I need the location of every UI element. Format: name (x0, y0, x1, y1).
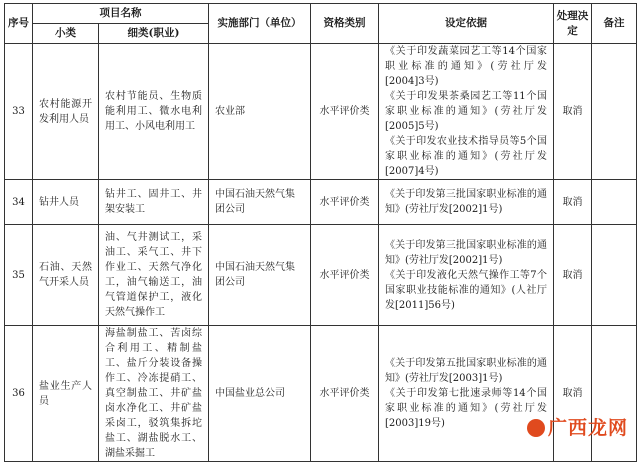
header-decision: 处理决定 (554, 4, 592, 44)
row-remark (592, 326, 637, 462)
basis-entry: 《关于印发第五批国家职业标准的通知》(劳社厅发[2003]1号) (385, 358, 547, 384)
header-detail: 细类(职业) (99, 24, 209, 44)
row-detail: 油、气井测试工，采油工、采气工、井下作业工、天然气净化工，油气输送工，油气管道保护工，液化天然气操作工 (99, 225, 209, 326)
row-basis (379, 44, 554, 180)
row-decision: 取消 (554, 326, 592, 462)
row-department: 中国盐业总公司 (209, 326, 311, 462)
basis-entry: 《关于印发果茶桑园艺工等11个国家职业标准的通知》(劳社厅发[2005]5号) (385, 91, 547, 132)
table-row (5, 180, 637, 225)
watermark-logo-icon (527, 419, 545, 437)
row-serial: 36 (5, 326, 33, 462)
row-detail: 钻井工、固井工、井架安装工 (99, 180, 209, 225)
watermark (527, 413, 628, 440)
row-detail: 海盐制盐工、苦卤综合利用工、精制盐工、盐斤分装设备操作工、冷冻提硝工、真空制盐工、井矿盐卤水净化工、井矿盐采卤工，驳筑集拆坨盐工、湖盐脱水工、湖盐采掘工 (99, 326, 209, 462)
header-item-name: 项目名称 (33, 4, 209, 24)
row-serial: 33 (5, 44, 33, 180)
basis-entry: 《关于印发第三批国家职业标准的通知》(劳社厅发[2002]1号) (385, 239, 547, 266)
row-subcategory: 石油、天然气开采人员 (33, 225, 99, 326)
row-decision: 取消 (554, 180, 592, 225)
qualification-table (4, 3, 637, 462)
header-remark: 备注 (592, 4, 637, 44)
row-basis (379, 225, 554, 326)
row-qualification-type: 水平评价类 (311, 44, 379, 180)
row-subcategory: 盐业生产人员 (33, 326, 99, 462)
watermark-text: 广西龙网 (547, 417, 628, 439)
row-qualification-type: 水平评价类 (311, 180, 379, 225)
table-row (5, 225, 637, 326)
header-subcategory: 小类 (33, 24, 99, 44)
header-department: 实施部门（单位） (209, 4, 311, 44)
basis-entry: 《关于印发第三批国家职业标准的通知》(劳社厅发[2002]1号) (385, 189, 547, 215)
basis-entry: 《关于印发农业技术指导员等5个国家职业标准的通知》(劳社厅发[2007]4号) (385, 136, 547, 177)
row-remark (592, 44, 637, 180)
row-remark (592, 225, 637, 326)
row-serial: 34 (5, 180, 33, 225)
row-department: 农业部 (209, 44, 311, 180)
row-decision: 取消 (554, 44, 592, 180)
header-serial: 序号 (5, 4, 33, 44)
row-subcategory: 钻井人员 (33, 180, 99, 225)
table-row (5, 326, 637, 462)
header-qualification-type: 资格类别 (311, 4, 379, 44)
row-subcategory: 农村能源开发利用人员 (33, 44, 99, 180)
header-basis: 设定依据 (379, 4, 554, 44)
row-basis (379, 326, 554, 462)
basis-entry: 《关于印发蔬菜园艺工等14个国家职业标准的通知》(劳社厅发[2004]3号) (385, 46, 547, 87)
basis-entry: 《关于印发液化天然气操作工等7个国家职业技能标准的通知》(人社厅发[2011]56号) (385, 269, 547, 311)
row-department: 中国石油天然气集团公司 (209, 225, 311, 326)
row-qualification-type: 水平评价类 (311, 225, 379, 326)
row-qualification-type: 水平评价类 (311, 326, 379, 462)
row-basis (379, 180, 554, 225)
row-serial: 35 (5, 225, 33, 326)
row-decision: 取消 (554, 225, 592, 326)
row-detail: 农村节能员、生物质能利用工、微水电利用工、小风电利用工 (99, 44, 209, 180)
basis-entry: 《关于印发第七批速录师等14个国家职业标准的通知》(劳社厅发[2003]19号) (385, 388, 547, 429)
row-remark (592, 180, 637, 225)
row-department: 中国石油天然气集团公司 (209, 180, 311, 225)
table-row (5, 44, 637, 180)
